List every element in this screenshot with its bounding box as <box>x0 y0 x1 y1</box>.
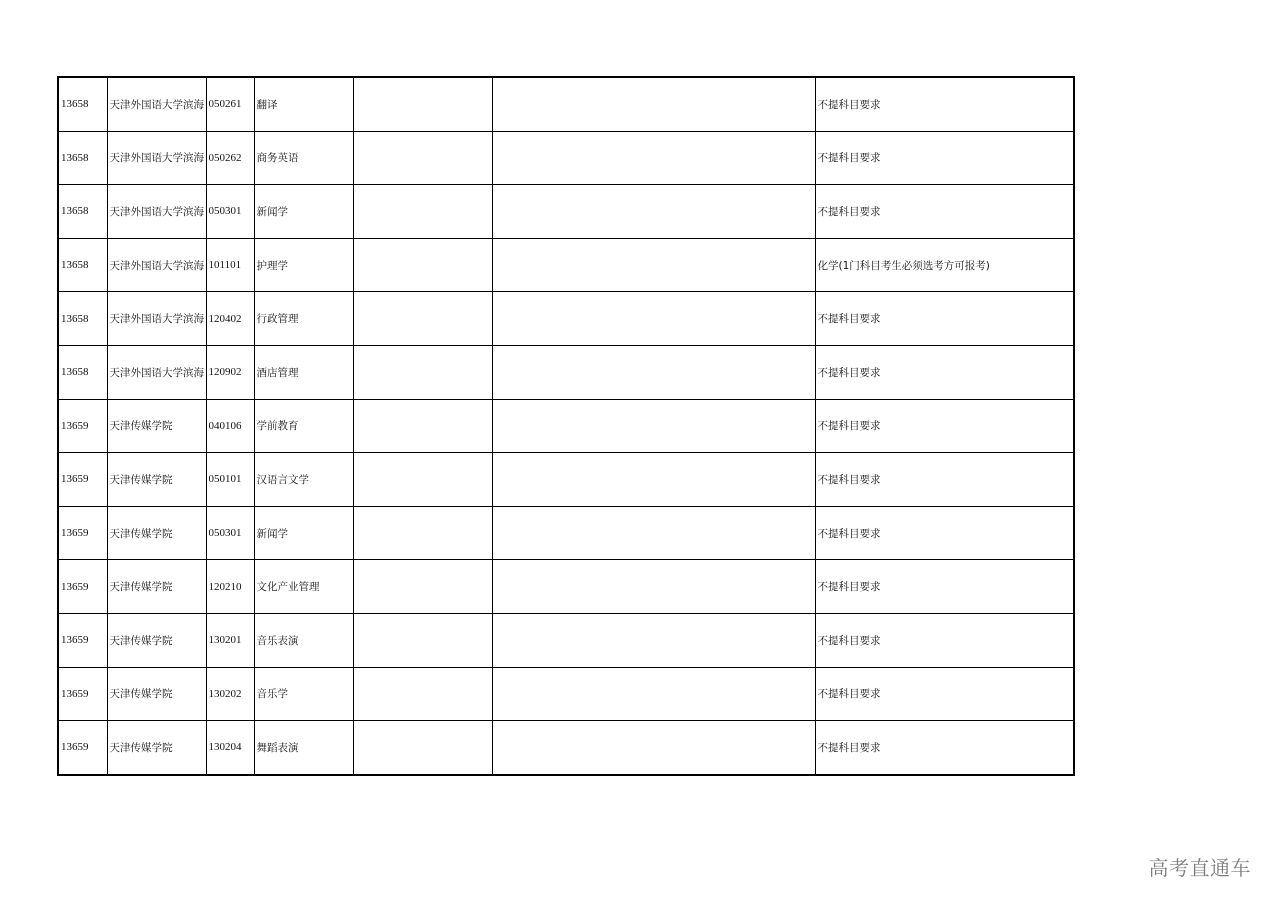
table-row <box>58 613 1074 667</box>
empty-cell <box>492 506 815 560</box>
empty-cell <box>353 399 492 453</box>
empty-cell <box>492 560 815 614</box>
school-name-cell: 天津外国语大学滨海 <box>107 185 206 239</box>
school-code-cell: 13659 <box>58 667 107 721</box>
subject-requirement-cell: 不提科目要求 <box>815 721 1074 775</box>
school-code-cell: 13658 <box>58 238 107 292</box>
school-name-cell: 天津传媒学院 <box>107 721 206 775</box>
school-code-cell: 13659 <box>58 399 107 453</box>
empty-cell <box>353 506 492 560</box>
school-name-cell: 天津传媒学院 <box>107 399 206 453</box>
major-name-cell: 商务英语 <box>254 131 353 185</box>
school-name-cell: 天津传媒学院 <box>107 453 206 507</box>
table-row <box>58 185 1074 239</box>
subject-requirement-cell: 化学(1门科目考生必须选考方可报考) <box>815 238 1074 292</box>
major-code-cell: 120402 <box>206 292 254 346</box>
table-row <box>58 345 1074 399</box>
subject-requirement-cell: 不提科目要求 <box>815 345 1074 399</box>
empty-cell <box>492 453 815 507</box>
subject-requirement-cell: 不提科目要求 <box>815 560 1074 614</box>
empty-cell <box>492 185 815 239</box>
school-code-cell: 13658 <box>58 345 107 399</box>
school-code-cell: 13658 <box>58 292 107 346</box>
table-row <box>58 667 1074 721</box>
subject-requirement-cell: 不提科目要求 <box>815 667 1074 721</box>
major-code-cell: 050301 <box>206 185 254 239</box>
empty-cell <box>353 238 492 292</box>
major-code-cell: 040106 <box>206 399 254 453</box>
major-name-cell: 翻译 <box>254 77 353 131</box>
subject-requirement-cell: 不提科目要求 <box>815 185 1074 239</box>
empty-cell <box>492 77 815 131</box>
school-name-cell: 天津外国语大学滨海 <box>107 345 206 399</box>
empty-cell <box>353 560 492 614</box>
major-name-cell: 行政管理 <box>254 292 353 346</box>
table-row <box>58 77 1074 131</box>
school-name-cell: 天津外国语大学滨海 <box>107 238 206 292</box>
subject-requirement-cell: 不提科目要求 <box>815 131 1074 185</box>
major-code-cell: 050101 <box>206 453 254 507</box>
table-row <box>58 292 1074 346</box>
major-name-cell: 文化产业管理 <box>254 560 353 614</box>
empty-cell <box>353 613 492 667</box>
table-row <box>58 399 1074 453</box>
table-row <box>58 506 1074 560</box>
major-name-cell: 学前教育 <box>254 399 353 453</box>
major-name-cell: 舞蹈表演 <box>254 721 353 775</box>
table-row <box>58 238 1074 292</box>
empty-cell <box>492 667 815 721</box>
empty-cell <box>492 292 815 346</box>
empty-cell <box>353 453 492 507</box>
empty-cell <box>492 345 815 399</box>
school-name-cell: 天津外国语大学滨海 <box>107 292 206 346</box>
empty-cell <box>492 238 815 292</box>
major-code-cell: 050261 <box>206 77 254 131</box>
empty-cell <box>353 185 492 239</box>
empty-cell <box>353 131 492 185</box>
major-code-cell: 130201 <box>206 613 254 667</box>
school-name-cell: 天津外国语大学滨海 <box>107 131 206 185</box>
subject-requirement-table <box>57 76 1075 776</box>
school-code-cell: 13658 <box>58 77 107 131</box>
table-row <box>58 131 1074 185</box>
major-code-cell: 050262 <box>206 131 254 185</box>
empty-cell <box>353 721 492 775</box>
major-code-cell: 101101 <box>206 238 254 292</box>
major-code-cell: 120210 <box>206 560 254 614</box>
major-code-cell: 130202 <box>206 667 254 721</box>
major-code-cell: 050301 <box>206 506 254 560</box>
table-row <box>58 721 1074 775</box>
major-name-cell: 护理学 <box>254 238 353 292</box>
school-code-cell: 13659 <box>58 613 107 667</box>
empty-cell <box>492 613 815 667</box>
major-code-cell: 120902 <box>206 345 254 399</box>
major-name-cell: 汉语言文学 <box>254 453 353 507</box>
subject-requirement-cell: 不提科目要求 <box>815 613 1074 667</box>
subject-requirement-cell: 不提科目要求 <box>815 77 1074 131</box>
empty-cell <box>353 345 492 399</box>
school-name-cell: 天津传媒学院 <box>107 667 206 721</box>
subject-requirement-cell: 不提科目要求 <box>815 506 1074 560</box>
major-name-cell: 新闻学 <box>254 185 353 239</box>
empty-cell <box>353 77 492 131</box>
major-code-cell: 130204 <box>206 721 254 775</box>
school-code-cell: 13659 <box>58 560 107 614</box>
subject-requirement-cell: 不提科目要求 <box>815 399 1074 453</box>
school-code-cell: 13659 <box>58 506 107 560</box>
school-code-cell: 13658 <box>58 131 107 185</box>
school-name-cell: 天津传媒学院 <box>107 506 206 560</box>
table-row <box>58 453 1074 507</box>
empty-cell <box>492 399 815 453</box>
empty-cell <box>492 721 815 775</box>
major-name-cell: 音乐学 <box>254 667 353 721</box>
school-code-cell: 13659 <box>58 721 107 775</box>
empty-cell <box>492 131 815 185</box>
school-name-cell: 天津传媒学院 <box>107 560 206 614</box>
subject-requirement-cell: 不提科目要求 <box>815 453 1074 507</box>
table-row <box>58 560 1074 614</box>
school-code-cell: 13659 <box>58 453 107 507</box>
empty-cell <box>353 292 492 346</box>
school-code-cell: 13658 <box>58 185 107 239</box>
major-name-cell: 音乐表演 <box>254 613 353 667</box>
school-name-cell: 天津传媒学院 <box>107 613 206 667</box>
major-name-cell: 酒店管理 <box>254 345 353 399</box>
table-body <box>58 77 1074 775</box>
school-name-cell: 天津外国语大学滨海 <box>107 77 206 131</box>
major-name-cell: 新闻学 <box>254 506 353 560</box>
watermark-text: 高考直通车 <box>1148 856 1251 880</box>
subject-requirement-cell: 不提科目要求 <box>815 292 1074 346</box>
empty-cell <box>353 667 492 721</box>
